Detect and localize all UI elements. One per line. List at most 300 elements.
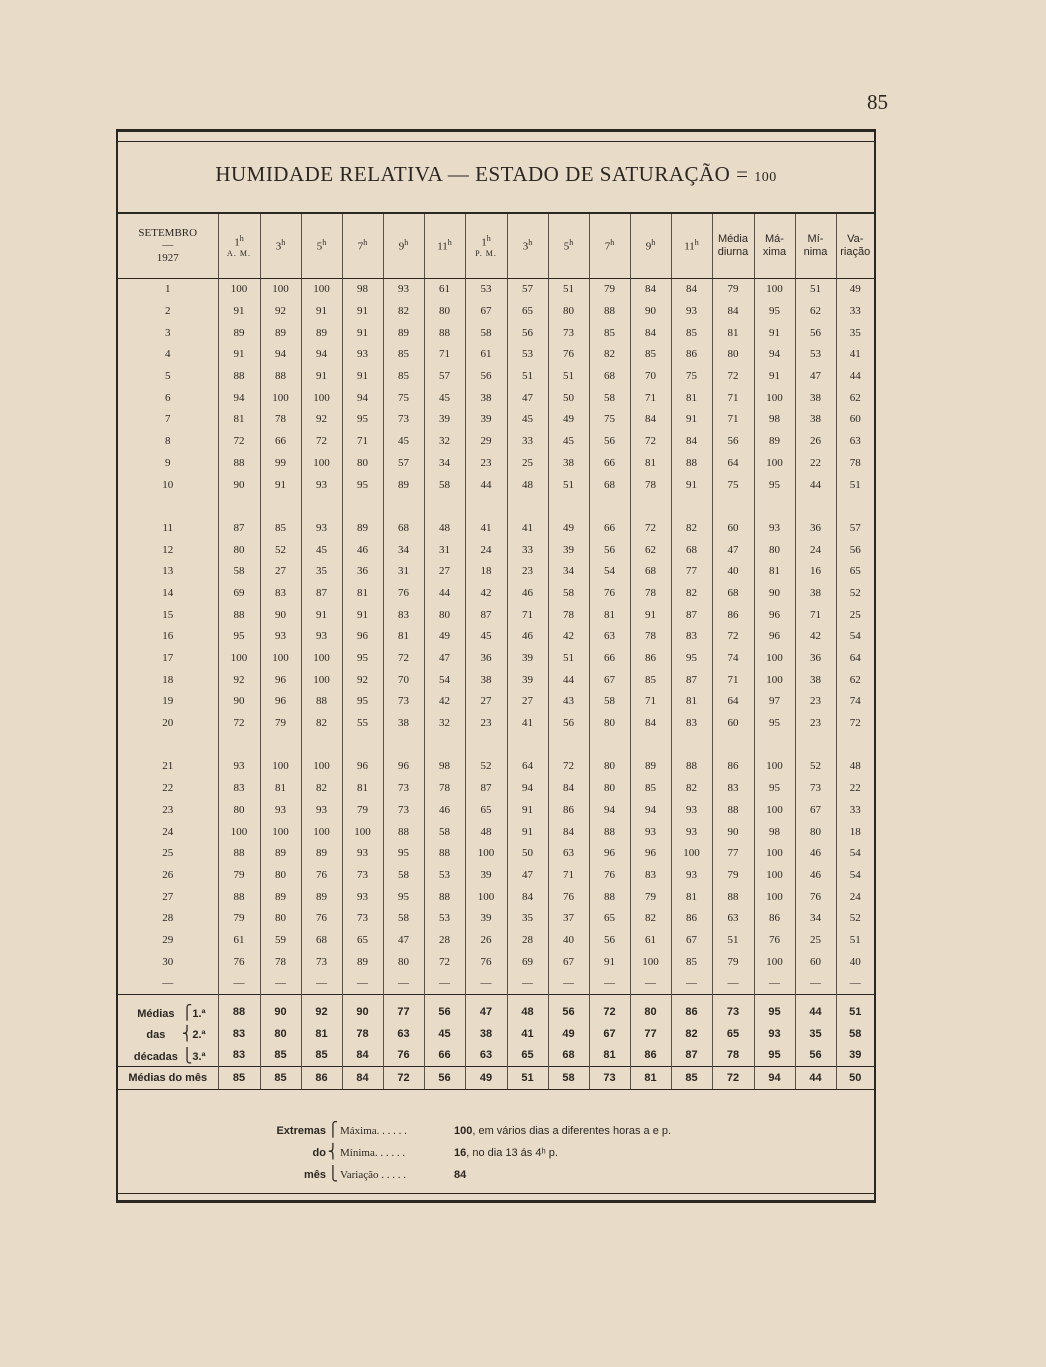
table-cell: 25 xyxy=(795,929,836,951)
table-cell: 88 xyxy=(260,365,301,387)
table-cell: 96 xyxy=(383,756,424,778)
table-cell: 47 xyxy=(424,647,465,669)
table-row xyxy=(118,430,874,452)
table-cell: 45 xyxy=(301,539,342,561)
table-cell: 34 xyxy=(424,452,465,474)
table-cell: 96 xyxy=(260,691,301,713)
table-cell: 85 xyxy=(671,1067,712,1090)
table-cell: 76 xyxy=(218,951,260,973)
table-cell: 58 xyxy=(465,322,507,344)
table-cell: 86 xyxy=(671,344,712,366)
decade-average-label: das ⎨2.ª xyxy=(146,1025,206,1042)
title-equals: = xyxy=(736,162,749,186)
table-cell: 17 xyxy=(162,652,174,665)
table-cell xyxy=(301,734,342,756)
table-cell: 77 xyxy=(712,842,754,864)
table-cell: 80 xyxy=(260,864,301,886)
table-cell: 73 xyxy=(383,691,424,713)
table-cell: 86 xyxy=(548,799,589,821)
table-cell: — xyxy=(465,973,507,995)
table-cell: 89 xyxy=(342,517,383,539)
table-cell: 57 xyxy=(424,365,465,387)
table-row xyxy=(118,864,874,886)
table-cell: 100 xyxy=(260,278,301,300)
table-cell: 66 xyxy=(589,517,630,539)
table-row xyxy=(118,951,874,973)
table-cell: 28 xyxy=(507,929,548,951)
table-cell: 86 xyxy=(630,647,671,669)
table-cell: 64 xyxy=(836,647,874,669)
table-cell: 95 xyxy=(671,647,712,669)
table-cell: 76 xyxy=(754,929,795,951)
table-cell: 94 xyxy=(589,799,630,821)
table-cell: 100 xyxy=(218,647,260,669)
table-cell: 60 xyxy=(795,951,836,973)
table-cell: 33 xyxy=(507,539,548,561)
table-cell: 38 xyxy=(795,669,836,691)
table-cell: 15 xyxy=(162,608,174,621)
table-cell: 88 xyxy=(424,322,465,344)
table-cell: 84 xyxy=(671,430,712,452)
table-cell: 42 xyxy=(465,582,507,604)
table-cell: 56 xyxy=(589,430,630,452)
table-cell: 90 xyxy=(630,300,671,322)
table-cell: 22 xyxy=(795,452,836,474)
table-cell: 29 xyxy=(465,430,507,452)
table-cell: 91 xyxy=(589,951,630,973)
table-cell: 93 xyxy=(671,864,712,886)
table-cell: 92 xyxy=(301,995,342,1023)
dash-row xyxy=(118,973,874,995)
table-cell: 81 xyxy=(630,1067,671,1090)
table-cell: 80 xyxy=(630,995,671,1023)
table-cell: 86 xyxy=(712,604,754,626)
table-cell: 95 xyxy=(754,995,795,1023)
table-cell: 71 xyxy=(424,344,465,366)
table-cell: 100 xyxy=(301,756,342,778)
table-cell: 100 xyxy=(754,951,795,973)
table-cell: 56 xyxy=(424,1067,465,1090)
table-cell: 61 xyxy=(630,929,671,951)
table-cell: 36 xyxy=(795,647,836,669)
table-cell: 44 xyxy=(424,582,465,604)
table-cell: 88 xyxy=(424,842,465,864)
table-cell: 39 xyxy=(465,864,507,886)
table-cell: 47 xyxy=(795,365,836,387)
table-cell: 48 xyxy=(836,756,874,778)
table-row xyxy=(118,647,874,669)
table-cell: 51 xyxy=(836,474,874,496)
table-cell: 39 xyxy=(836,1045,874,1067)
table-cell: 76 xyxy=(548,886,589,908)
table-cell: 71 xyxy=(712,387,754,409)
table-cell: 94 xyxy=(754,344,795,366)
table-cell: 33 xyxy=(836,799,874,821)
table-cell: 80 xyxy=(589,756,630,778)
table-cell: 100 xyxy=(260,387,301,409)
table-cell: 67 xyxy=(589,669,630,691)
table-cell: 72 xyxy=(836,712,874,734)
table-cell: 88 xyxy=(383,821,424,843)
table-cell: 56 xyxy=(795,1045,836,1067)
table-cell: 38 xyxy=(795,409,836,431)
table-cell: 62 xyxy=(795,300,836,322)
table-cell xyxy=(836,495,874,517)
table-cell: 93 xyxy=(301,517,342,539)
table-cell: 63 xyxy=(589,626,630,648)
table-cell: 100 xyxy=(260,756,301,778)
table-cell: 27 xyxy=(465,691,507,713)
table-cell: 42 xyxy=(424,691,465,713)
frame-rule-bottom xyxy=(118,1193,874,1194)
table-cell xyxy=(218,495,260,517)
table-cell: 100 xyxy=(301,452,342,474)
extremes-min-row xyxy=(268,1142,671,1164)
table-cell xyxy=(630,734,671,756)
header-maxima: Má- xima xyxy=(754,213,795,278)
table-cell: 78 xyxy=(260,409,301,431)
table-cell: 18 xyxy=(465,560,507,582)
table-cell: 45 xyxy=(424,387,465,409)
table-cell: 24 xyxy=(465,539,507,561)
table-cell: 72 xyxy=(712,1067,754,1090)
table-cell: 56 xyxy=(507,322,548,344)
table-cell: 80 xyxy=(548,300,589,322)
table-cell: 89 xyxy=(630,756,671,778)
table-cell: 65 xyxy=(465,799,507,821)
table-cell: 27 xyxy=(162,890,174,903)
table-cell: 79 xyxy=(712,278,754,300)
table-cell xyxy=(465,734,507,756)
table-cell: 91 xyxy=(301,300,342,322)
table-cell: 100 xyxy=(754,278,795,300)
header-hour: 5$^h$ xyxy=(548,213,589,278)
table-cell: 81 xyxy=(260,777,301,799)
table-cell xyxy=(383,495,424,517)
table-cell: 73 xyxy=(795,777,836,799)
month-average-row xyxy=(118,1067,874,1090)
table-cell: 85 xyxy=(671,322,712,344)
table-cell: 41 xyxy=(465,517,507,539)
table-cell: 80 xyxy=(218,799,260,821)
table-row xyxy=(118,344,874,366)
table-cell: 80 xyxy=(218,539,260,561)
table-cell: 83 xyxy=(383,604,424,626)
frame-rule-top xyxy=(118,141,874,142)
table-cell: 57 xyxy=(507,278,548,300)
table-cell: 67 xyxy=(548,951,589,973)
brace-glyph: ⎨ xyxy=(327,1145,339,1160)
table-cell: 74 xyxy=(836,691,874,713)
table-cell: 40 xyxy=(548,929,589,951)
table-cell xyxy=(548,734,589,756)
table-cell: 82 xyxy=(671,777,712,799)
table-cell: 76 xyxy=(383,1045,424,1067)
table-row xyxy=(118,322,874,344)
table-cell: 96 xyxy=(589,842,630,864)
table-cell: 56 xyxy=(465,365,507,387)
table-cell: 58 xyxy=(218,560,260,582)
table-cell: 93 xyxy=(218,756,260,778)
table-cell: 84 xyxy=(342,1067,383,1090)
table-cell: 88 xyxy=(218,365,260,387)
title-value: 100 xyxy=(754,170,777,185)
table-cell: 84 xyxy=(548,777,589,799)
table-cell: 71 xyxy=(795,604,836,626)
table-cell: 71 xyxy=(630,387,671,409)
table-cell xyxy=(118,495,218,517)
table-cell: 100 xyxy=(754,886,795,908)
table-cell: 71 xyxy=(342,430,383,452)
table-cell: 45 xyxy=(383,430,424,452)
table-cell: 100 xyxy=(630,951,671,973)
table-cell: 10 xyxy=(162,478,174,491)
table-cell: 93 xyxy=(260,799,301,821)
table-cell: 100 xyxy=(754,756,795,778)
table-cell: 44 xyxy=(836,365,874,387)
table-cell: 91 xyxy=(301,365,342,387)
table-cell: 50 xyxy=(507,842,548,864)
table-cell: 73 xyxy=(712,995,754,1023)
table-cell: 5 xyxy=(165,370,171,383)
table-cell: 21 xyxy=(162,760,174,773)
table-cell: 39 xyxy=(424,409,465,431)
table-cell: 95 xyxy=(754,712,795,734)
table-cell: 72 xyxy=(630,517,671,539)
table-row xyxy=(118,929,874,951)
table-cell: 91 xyxy=(342,365,383,387)
table-cell: 82 xyxy=(671,1023,712,1045)
table-cell: 25 xyxy=(162,847,174,860)
table-cell: 38 xyxy=(548,452,589,474)
table-cell: 49 xyxy=(465,1067,507,1090)
table-cell: 80 xyxy=(712,344,754,366)
table-cell: 13 xyxy=(162,565,174,578)
table-cell: 68 xyxy=(589,474,630,496)
table-cell: 72 xyxy=(218,712,260,734)
table-cell: 59 xyxy=(260,929,301,951)
table-cell: 80 xyxy=(342,452,383,474)
table-cell: 54 xyxy=(836,626,874,648)
table-cell: 39 xyxy=(507,669,548,691)
table-cell: 35 xyxy=(795,1023,836,1045)
table-cell: 90 xyxy=(260,604,301,626)
table-cell: 65 xyxy=(712,1023,754,1045)
table-cell: 81 xyxy=(671,387,712,409)
table-cell: 83 xyxy=(260,582,301,604)
table-cell: 61 xyxy=(218,929,260,951)
table-cell: 89 xyxy=(260,886,301,908)
table-cell: 93 xyxy=(301,474,342,496)
table-cell: 93 xyxy=(301,799,342,821)
table-cell: 91 xyxy=(630,604,671,626)
table-cell: 98 xyxy=(342,278,383,300)
table-cell: 78 xyxy=(712,1045,754,1067)
table-cell: 84 xyxy=(630,409,671,431)
table-cell: 65 xyxy=(507,300,548,322)
table-cell xyxy=(342,495,383,517)
table-cell: 11 xyxy=(162,521,174,534)
table-cell: 53 xyxy=(507,344,548,366)
header-variacao: Va- riação xyxy=(836,213,874,278)
table-cell: 65 xyxy=(836,560,874,582)
header-hour: 1$^h$ A. M. xyxy=(218,213,260,278)
table-cell: 78 xyxy=(630,626,671,648)
table-cell: 100 xyxy=(301,669,342,691)
table-row xyxy=(118,691,874,713)
table-cell: 78 xyxy=(342,1023,383,1045)
table-cell: 64 xyxy=(712,691,754,713)
table-cell: 81 xyxy=(218,409,260,431)
table-cell: 48 xyxy=(507,474,548,496)
table-cell: — xyxy=(795,973,836,995)
table-cell: 31 xyxy=(383,560,424,582)
table-body xyxy=(118,278,874,1089)
table-cell: 23 xyxy=(162,803,174,816)
table-cell: — xyxy=(712,973,754,995)
table-cell: 38 xyxy=(465,387,507,409)
table-cell: 88 xyxy=(671,452,712,474)
table-cell: 87 xyxy=(301,582,342,604)
table-cell: 76 xyxy=(301,907,342,929)
table-cell: 75 xyxy=(671,365,712,387)
table-cell: 51 xyxy=(507,1067,548,1090)
table-cell: 58 xyxy=(548,582,589,604)
table-cell: 67 xyxy=(465,300,507,322)
table-cell: 35 xyxy=(836,322,874,344)
table-row xyxy=(118,604,874,626)
table-cell: 61 xyxy=(465,344,507,366)
table-cell: 85 xyxy=(630,344,671,366)
table-cell: 81 xyxy=(671,886,712,908)
table-cell: 8 xyxy=(165,435,171,448)
table-row xyxy=(118,278,874,300)
table-cell: 82 xyxy=(301,712,342,734)
header-hour: 11$^h$ xyxy=(424,213,465,278)
table-cell: 83 xyxy=(218,1023,260,1045)
table-cell xyxy=(589,495,630,517)
table-row xyxy=(118,539,874,561)
table-cell: 87 xyxy=(671,604,712,626)
table-cell: 16 xyxy=(795,560,836,582)
table-cell: 54 xyxy=(589,560,630,582)
table-row xyxy=(118,387,874,409)
table-row xyxy=(118,907,874,929)
table-cell xyxy=(754,495,795,517)
table-cell: 80 xyxy=(754,539,795,561)
table-cell: 89 xyxy=(754,430,795,452)
table-cell: 49 xyxy=(424,626,465,648)
table-cell: 98 xyxy=(424,756,465,778)
header-hour: 7$^h$ xyxy=(589,213,630,278)
table-cell: 72 xyxy=(589,995,630,1023)
table-cell: 85 xyxy=(218,1067,260,1090)
table-cell: 85 xyxy=(260,1067,301,1090)
table-cell: 38 xyxy=(465,1023,507,1045)
table-cell: 29 xyxy=(162,933,174,946)
table-cell: 84 xyxy=(712,300,754,322)
table-cell: 85 xyxy=(260,1045,301,1067)
table-cell: 72 xyxy=(218,430,260,452)
table-row xyxy=(118,821,874,843)
table-row xyxy=(118,365,874,387)
table-cell: 83 xyxy=(218,1045,260,1067)
humidity-table xyxy=(118,212,874,1090)
table-cell: 34 xyxy=(548,560,589,582)
table-cell: 46 xyxy=(507,582,548,604)
table-cell: 84 xyxy=(671,278,712,300)
table-cell: 73 xyxy=(383,799,424,821)
table-cell: 78 xyxy=(260,951,301,973)
table-cell: 72 xyxy=(630,430,671,452)
table-cell: 88 xyxy=(218,995,260,1023)
table-cell: 2 xyxy=(165,305,171,318)
table-cell: 60 xyxy=(836,409,874,431)
table-cell: 79 xyxy=(342,799,383,821)
table-cell: 88 xyxy=(218,842,260,864)
table-cell: 50 xyxy=(836,1067,874,1090)
table-cell: 93 xyxy=(342,886,383,908)
table-cell: 78 xyxy=(836,452,874,474)
table-cell: 93 xyxy=(630,821,671,843)
table-cell: 53 xyxy=(465,278,507,300)
table-cell: 89 xyxy=(301,322,342,344)
table-cell: 89 xyxy=(260,842,301,864)
table-cell: 84 xyxy=(507,886,548,908)
table-cell: 66 xyxy=(589,452,630,474)
table-cell: 54 xyxy=(836,842,874,864)
table-cell: 53 xyxy=(424,907,465,929)
table-cell: 72 xyxy=(383,1067,424,1090)
extremes-label: do xyxy=(312,1147,326,1159)
table-cell: 100 xyxy=(260,647,301,669)
table-cell: 100 xyxy=(218,278,260,300)
table-cell: 90 xyxy=(754,582,795,604)
header-hour: 9$^h$ xyxy=(383,213,424,278)
table-cell: 23 xyxy=(465,712,507,734)
table-cell: 88 xyxy=(589,886,630,908)
table-cell: 72 xyxy=(548,756,589,778)
table-cell: 54 xyxy=(836,864,874,886)
table-cell: 88 xyxy=(301,691,342,713)
table-cell: 80 xyxy=(795,821,836,843)
table-cell: 96 xyxy=(754,604,795,626)
table-cell: 64 xyxy=(712,452,754,474)
table-cell: 89 xyxy=(383,474,424,496)
table-cell: 91 xyxy=(342,300,383,322)
table-cell: 51 xyxy=(836,995,874,1023)
extremes-label: Extremas xyxy=(276,1125,326,1137)
table-cell: 69 xyxy=(507,951,548,973)
table-cell: 76 xyxy=(465,951,507,973)
table-cell: 81 xyxy=(342,582,383,604)
header-year: 1927 xyxy=(156,252,179,265)
table-cell: 73 xyxy=(342,864,383,886)
table-cell: 78 xyxy=(424,777,465,799)
min-value: 16, no dia 13 ás 4ʰ p. xyxy=(454,1147,558,1159)
table-cell: 93 xyxy=(342,842,383,864)
brace-glyph: ⎩ xyxy=(327,1167,339,1182)
table-cell: 63 xyxy=(548,842,589,864)
table-cell: 67 xyxy=(589,1023,630,1045)
table-cell: 95 xyxy=(342,647,383,669)
table-cell: — xyxy=(754,973,795,995)
table-cell: 35 xyxy=(507,907,548,929)
table-cell: 92 xyxy=(342,669,383,691)
table-cell: 52 xyxy=(836,582,874,604)
table-cell: 72 xyxy=(301,430,342,452)
table-cell: 22 xyxy=(836,777,874,799)
